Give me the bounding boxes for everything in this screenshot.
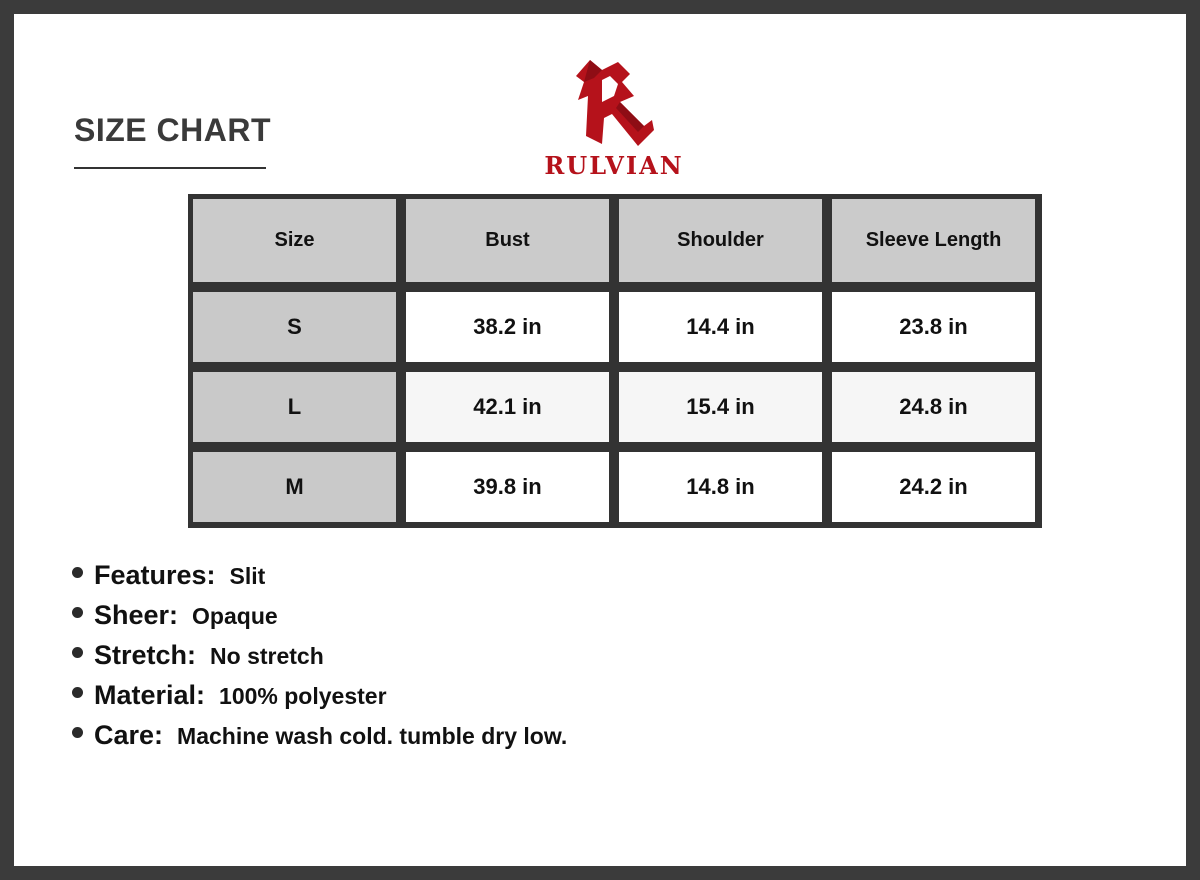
brand-name: RULVIAN <box>544 151 684 180</box>
feature-label: Care: <box>94 720 164 750</box>
shoulder-cell: 14.8 in <box>619 452 822 522</box>
column-header-sleeve-length: Sleeve Length <box>832 199 1035 282</box>
feature-value: No stretch <box>210 643 324 669</box>
bullet-icon <box>72 727 83 738</box>
brand-monogram-icon <box>572 56 656 148</box>
feature-value: 100% polyester <box>219 683 387 709</box>
list-item <box>72 680 567 720</box>
product-features-list <box>72 560 567 760</box>
feature-value: Opaque <box>192 603 278 629</box>
size-table <box>188 194 1042 528</box>
sleeve-length-cell: 24.2 in <box>832 452 1035 522</box>
size-cell: L <box>193 372 396 442</box>
feature-value: Machine wash cold. tumble dry low. <box>177 723 568 749</box>
shoulder-cell: 15.4 in <box>619 372 822 442</box>
feature-value: Slit <box>229 563 266 589</box>
size-cell: S <box>193 292 396 362</box>
bullet-icon <box>72 687 83 698</box>
column-header-bust: Bust <box>406 199 609 282</box>
page-title: SIZE CHART <box>74 112 271 148</box>
column-header-shoulder: Shoulder <box>619 199 822 282</box>
column-header-size: Size <box>193 199 396 282</box>
feature-label: Sheer: <box>94 600 179 630</box>
list-item <box>72 640 567 680</box>
list-item <box>72 720 567 760</box>
bullet-icon <box>72 607 83 618</box>
list-item <box>72 600 567 640</box>
title-underline <box>74 167 266 169</box>
brand-logo <box>534 56 694 182</box>
bullet-icon <box>72 647 83 658</box>
bust-cell: 42.1 in <box>406 372 609 442</box>
feature-label: Material: <box>94 680 206 710</box>
size-cell: M <box>193 452 396 522</box>
feature-label: Stretch: <box>94 640 197 670</box>
sleeve-length-cell: 24.8 in <box>832 372 1035 442</box>
shoulder-cell: 14.4 in <box>619 292 822 362</box>
list-item <box>72 560 567 600</box>
bust-cell: 38.2 in <box>406 292 609 362</box>
bust-cell: 39.8 in <box>406 452 609 522</box>
sleeve-length-cell: 23.8 in <box>832 292 1035 362</box>
feature-label: Features: <box>94 560 216 590</box>
bullet-icon <box>72 567 83 578</box>
